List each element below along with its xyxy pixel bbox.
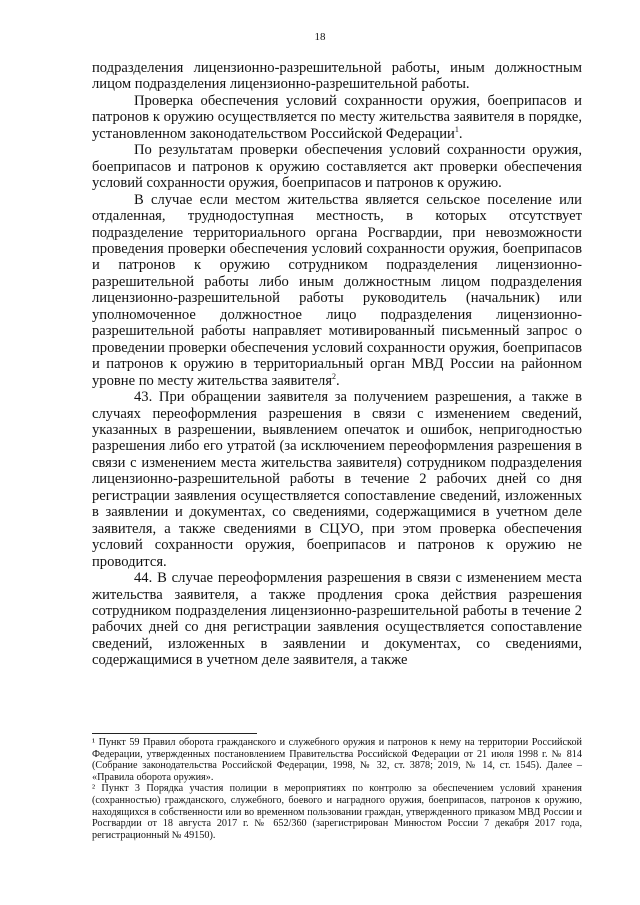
document-body	[92, 60, 582, 669]
paragraph-item-44: 44. В случае переоформления разрешения в связи с изменением места жительства заявителя, а также продления срока действия разрешения сотрудником подразделения лицензионно-разрешительной работы в течение 2 рабочих дней со дня регистрации заявления осуществляется сопоставление сведений, изложенных в заявлении и документах, со сведениями, содержащимися в учетном деле заявителя, а также	[92, 570, 582, 669]
footnote-ref-1[interactable]: 1	[454, 124, 459, 134]
paragraph-rural-settlement	[92, 192, 582, 389]
footnote-ref-2[interactable]: 2	[332, 371, 337, 381]
paragraph-item-43: 43. При обращении заявителя за получением разрешения, а также в случаях переоформления разрешения в связи с изменением сведений, указанных в разрешении, выявлением опечаток и ошибок, непригодностью разрешения либо его утратой (за исключением переоформления разрешения в связи с изменением места жительства заявителя) сотрудником подразделения лицензионно-разрешительной работы в течение 2 рабочих дней со дня регистрации заявления осуществляется сопоставление сведений, изложенных в заявлении и документах, со сведениями, содержащимися в учетном деле заявителя, а также сведениями в СЦУО, при этом проверка обеспечения условий сохранности оружия, боеприпасов и патронов к оружию не проводится.	[92, 389, 582, 570]
sentence-end: .	[458, 125, 463, 142]
footnotes	[92, 737, 582, 841]
paragraph-inspection-act: По результатам проверки обеспечения условий сохранности оружия, боеприпасов и патронов к оружию составляется акт проверки обеспечения условий сохранности оружия, боеприпасов и патронов к оружию.	[92, 142, 582, 192]
paragraph-continuation: подразделения лицензионно-разрешительной работы, иным должностным лицом подразделения лицензионно-разрешительной работы.	[92, 60, 582, 93]
paragraph-text: В случае если местом жительства является сельское поселение или отдаленная, труднодоступная местность, в которых отсутствует подразделение территориального органа Росгвардии, при невозможности проведения проверки обеспечения условий сохранности оружия, боеприпасов и патронов к оружию сотрудником подразделения лицензионно-разрешительной работы либо иным должностным лицом подразделения лицензионно-разрешительной работы руководитель (начальник) или уполномоченное должностное лицо подразделения лицензионно-разрешительной работы направляет мотивированный письменный запрос о проведении проверки обеспечения условий сохранности оружия, боеприпасов и патронов к оружию в территориальный орган МВД России на районном уровне по месту жительства заявителя	[92, 191, 582, 389]
paragraph-text: Проверка обеспечения условий сохранности оружия, боеприпасов и патронов к оружию осуществляется по месту жительства заявителя в порядке, установленном законодательством Российской Федерации	[92, 92, 582, 142]
footnote-2: ² Пункт 3 Порядка участия полиции в мероприятиях по контролю за обеспечением условий хранения (сохранностью) гражданского, служебного, боевого и наградного оружия, боеприпасов, патронов к оружию, находящихся в собственности или во временном пользовании граждан, утвержденного приказом МВД России и Росгвардии от 18 августа 2017 г. № 652/360 (зарегистрирован Минюстом России 7 декабря 2017 года, регистрационный № 49150).	[92, 783, 582, 841]
footnote-divider	[92, 733, 257, 734]
sentence-end: .	[336, 372, 340, 389]
paragraph-inspection-location	[92, 93, 582, 142]
page-number: 18	[314, 31, 326, 43]
footnote-1: ¹ Пункт 59 Правил оборота гражданского и служебного оружия и патронов к нему на территории Российской Федерации, утвержденных постановлением Правительства Российской Федерации от 21 июля 1998 г. № 814 (Собрание законодательства Российской Федерации, 1998, № 32, ст. 3878; 2019, № 14, ст. 1545). Далее – «Правила оборота оружия».	[92, 737, 582, 783]
